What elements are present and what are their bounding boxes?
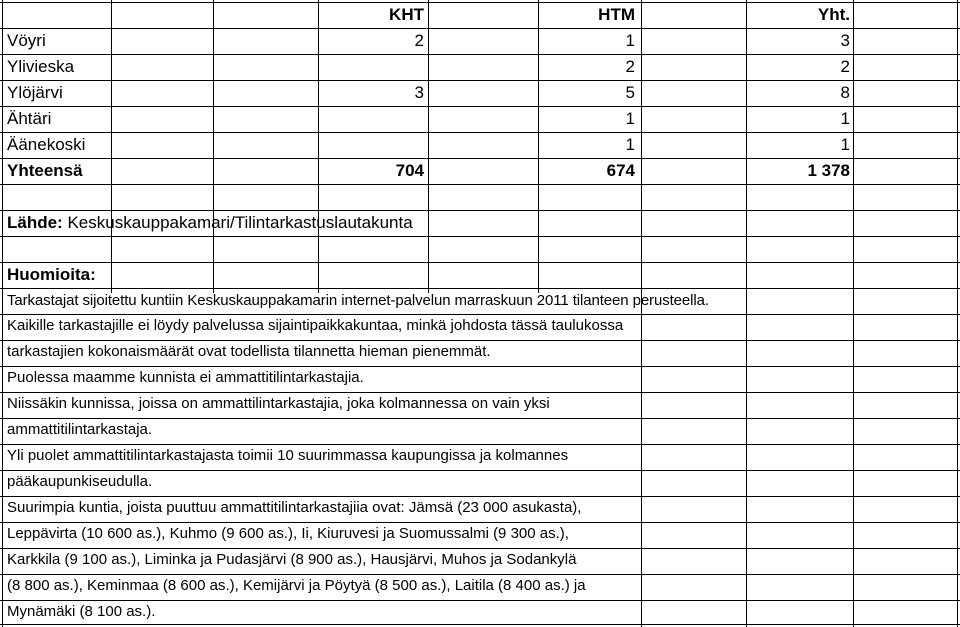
header-htm: HTM xyxy=(598,5,635,24)
header-yht: Yht. xyxy=(817,5,850,24)
row-htm: 2 xyxy=(625,57,635,76)
grid-line xyxy=(0,236,960,237)
grid-line xyxy=(0,366,960,367)
row-name: Ähtäri xyxy=(7,109,52,128)
note-line: tarkastajien kokonaismäärät ovat todellista tilannetta hieman pienemmät. xyxy=(7,343,491,360)
row-name: Ylöjärvi xyxy=(7,83,63,102)
row-htm: 1 xyxy=(625,109,635,128)
grid-line xyxy=(0,210,960,211)
row-yht: 1 xyxy=(840,135,850,154)
grid-line xyxy=(0,470,960,471)
source-text: Keskuskauppakamari/Tilintarkastuslautakunta xyxy=(67,213,413,232)
note-line: Karkkila (9 100 as.), Liminka ja Pudasjärvi (8 900 as.), Hausjärvi, Muhos ja Sodankylä xyxy=(7,551,577,568)
note-line: Leppävirta (10 600 as.), Kuhmo (9 600 as.), Ii, Kiuruvesi ja Suomussalmi (9 300 as.), xyxy=(7,525,569,542)
total-htm: 674 xyxy=(606,161,635,180)
row-yht: 3 xyxy=(840,31,850,50)
row-kht: 3 xyxy=(414,83,424,102)
row-yht: 2 xyxy=(840,57,850,76)
row-htm: 5 xyxy=(625,83,635,102)
grid-line xyxy=(0,600,960,601)
row-yht: 8 xyxy=(840,83,850,102)
grid-line xyxy=(0,418,960,419)
grid-line xyxy=(0,2,960,3)
total-yht: 1 378 xyxy=(807,161,850,180)
grid-line xyxy=(0,548,960,549)
source-line xyxy=(7,212,413,234)
grid-line xyxy=(0,624,960,625)
row-htm: 1 xyxy=(625,135,635,154)
total-label: Yhteensä xyxy=(7,161,83,180)
grid-line xyxy=(0,288,960,289)
row-yht: 1 xyxy=(840,109,850,128)
source-label: Lähde: xyxy=(7,213,63,232)
grid-line xyxy=(0,158,960,159)
grid-line xyxy=(0,314,960,315)
grid-line xyxy=(0,184,960,185)
total-kht: 704 xyxy=(395,161,424,180)
grid-line xyxy=(0,132,960,133)
header-kht: KHT xyxy=(389,5,424,24)
note-line: pääkaupunkiseudulla. xyxy=(7,473,153,490)
grid-line xyxy=(213,0,214,293)
row-kht: 2 xyxy=(414,31,424,50)
grid-line xyxy=(428,0,429,293)
row-name: Äänekoski xyxy=(7,135,86,154)
grid-line xyxy=(0,106,960,107)
grid-line xyxy=(0,496,960,497)
grid-line xyxy=(0,444,960,445)
grid-line xyxy=(0,340,960,341)
grid-line xyxy=(0,262,960,263)
note-line: Niissäkin kunnissa, joissa on ammattilintarkastajia, joka kolmannessa on vain yksi xyxy=(7,395,550,412)
note-line: (8 800 as.), Keminmaa (8 600 as.), Kemijärvi ja Pöytyä (8 500 as.), Laitila (8 400 as.) ja xyxy=(7,577,586,594)
row-name: Ylivieska xyxy=(7,57,75,76)
note-line: Mynämäki (8 100 as.). xyxy=(7,603,156,620)
grid-line xyxy=(111,0,112,293)
row-name: Vöyri xyxy=(7,31,46,50)
note-line: Yli puolet ammattitilintarkastajasta toimii 10 suurimmassa kaupungissa ja kolmannes xyxy=(7,447,569,464)
grid-line xyxy=(0,28,960,29)
note-line: Tarkastajat sijoitettu kuntiin Keskuskauppakamarin internet-palvelun marraskuun 2011 tilanteen perusteella. xyxy=(7,292,709,309)
note-line: Suurimpia kuntia, joista puuttuu ammattitilintarkastajiia ovat: Jämsä (23 000 asukasta), xyxy=(7,499,582,516)
grid-line xyxy=(0,54,960,55)
grid-line xyxy=(0,392,960,393)
note-line: Puolessa maamme kunnista ei ammattitilintarkastajia. xyxy=(7,369,364,386)
note-line: Kaikille tarkastajille ei löydy palvelussa sijaintipaikkakuntaa, minkä johdosta tässä taulukossa xyxy=(7,317,624,334)
notes-title: Huomioita: xyxy=(7,265,96,284)
row-htm: 1 xyxy=(625,31,635,50)
grid-line xyxy=(0,574,960,575)
note-line: ammattitilintarkastaja. xyxy=(7,421,153,438)
grid-line xyxy=(0,80,960,81)
grid-line xyxy=(0,522,960,523)
